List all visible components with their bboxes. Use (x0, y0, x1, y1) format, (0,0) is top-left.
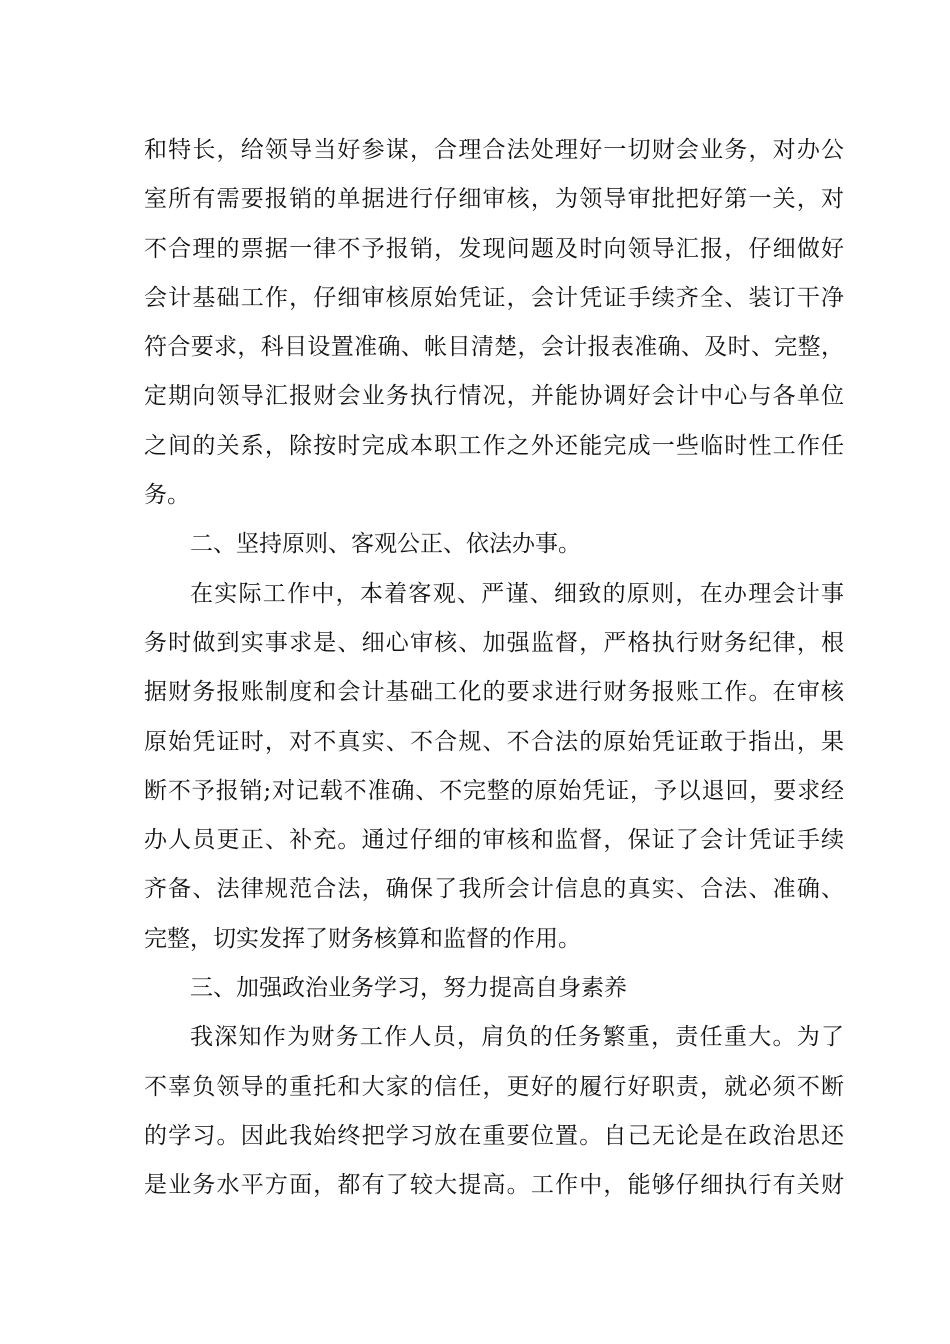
text-line: 我深知作为财务工作人员，肩负的任务繁重，责任重大。为了 (190, 1024, 844, 1051)
text-line: 原始凭证时，对不真实、不合规、不合法的原始凭证敢于指出，果 (144, 728, 844, 755)
text-line: 务时做到实事求是、细心审核、加强监督，严格执行财务纪律，根 (144, 629, 844, 656)
text-line: 的学习。因此我始终把学习放在重要位置。自己无论是在政治思还 (144, 1122, 844, 1149)
text-line: 室所有需要报销的单据进行仔细审核，为领导审批把好第一关，对 (144, 186, 844, 213)
text-line: 完整，切实发挥了财务核算和监督的作用。 (144, 925, 581, 952)
text-line: 定期向领导汇报财会业务执行情况，并能协调好会计中心与各单位 (144, 383, 844, 410)
text-line: 在实际工作中，本着客观、严谨、细致的原则，在办理会计事 (190, 580, 844, 607)
text-line: 断不予报销;对记载不准确、不完整的原始凭证，予以退回，要求经 (144, 777, 844, 804)
text-line: 符合要求，科目设置准确、帐目清楚，会计报表准确、及时、完整， (144, 334, 844, 361)
text-line: 齐备、法律规范合法，确保了我所会计信息的真实、合法、准确、 (144, 876, 844, 903)
text-line: 不合理的票据一律不予报销，发现问题及时向领导汇报，仔细做好 (144, 235, 844, 262)
text-line: 会计基础工作，仔细审核原始凭证，会计凭证手续齐全、装订干净 (144, 284, 844, 311)
text-line: 办人员更正、补充。通过仔细的审核和监督，保证了会计凭证手续 (144, 827, 844, 854)
text-line: 和特长，给领导当好参谋，合理合法处理好一切财会业务，对办公 (144, 137, 844, 163)
text-line: 二、坚持原则、客观公正、依法办事。 (190, 531, 581, 558)
document-body (144, 126, 844, 1211)
text-line: 务。 (144, 482, 190, 509)
text-line: 是业务水平方面，都有了较大提高。工作中，能够仔细执行有关财 (144, 1172, 844, 1199)
text-line: 之间的关系，除按时完成本职工作之外还能完成一些临时性工作任 (144, 432, 844, 459)
text-line: 不辜负领导的重托和大家的信任，更好的履行好职责，就必须不断 (144, 1073, 844, 1100)
text-line: 三、加强政治业务学习，努力提高自身素养 (190, 975, 627, 1002)
text-line: 据财务报账制度和会计基础工化的要求进行财务报账工作。在审核 (144, 679, 844, 706)
